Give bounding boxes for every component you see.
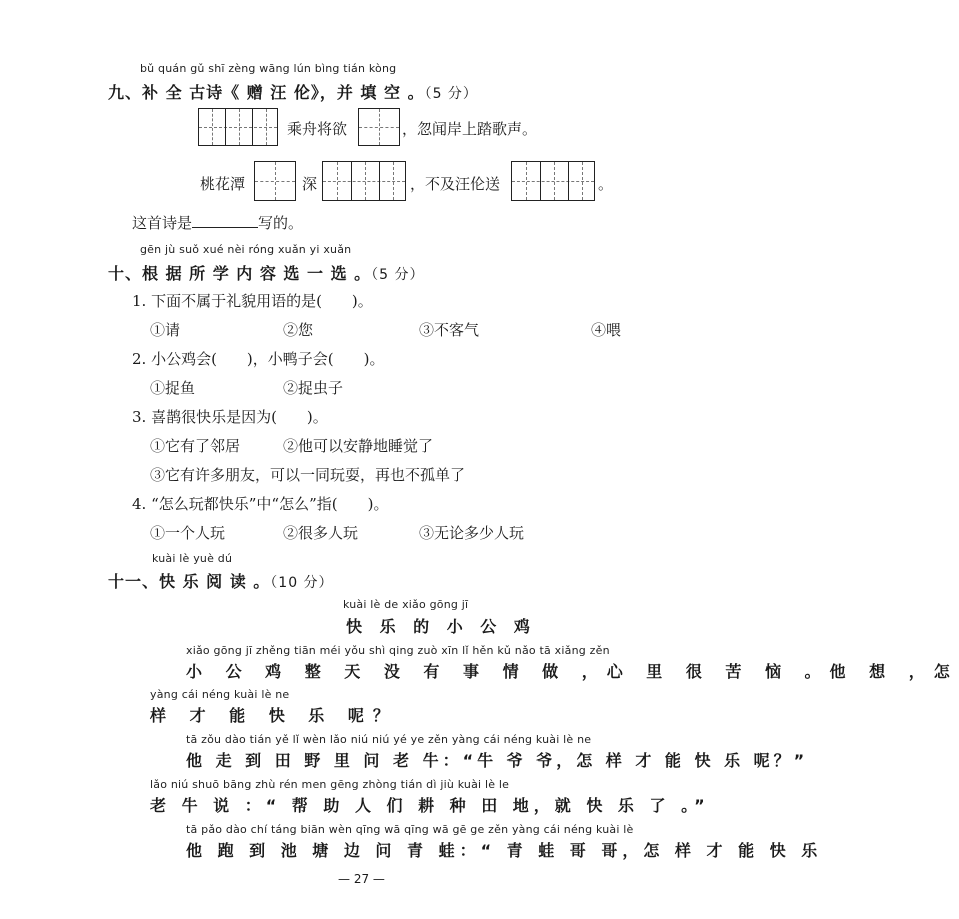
page-number: — 27 — bbox=[338, 872, 385, 886]
poem-line1-tail: ，忽闻岸上踏歌声。 bbox=[402, 120, 538, 138]
story-title: 快 乐 的 小 公 鸡 bbox=[346, 617, 536, 636]
question-3: 3. 喜鹊很快乐是因为( )。 bbox=[132, 408, 328, 426]
q1-option-2[interactable]: ②您 bbox=[283, 321, 314, 339]
section11-heading bbox=[108, 569, 334, 592]
section9-points: （5 分） bbox=[424, 86, 478, 102]
section11-title: 十一、快 乐 阅 读 。 bbox=[108, 572, 271, 591]
section10-title: 十、根 据 所 学 内 容 选 一 选 。 bbox=[108, 264, 372, 283]
answer-box-1-char[interactable] bbox=[358, 108, 400, 146]
q4-option-2[interactable]: ②很多人玩 bbox=[283, 524, 359, 542]
q3-option-1[interactable]: ①它有了邻居 bbox=[150, 437, 241, 455]
q3-option-3[interactable]: ③它有许多朋友，可以一同玩耍，再也不孤单了 bbox=[150, 466, 466, 484]
section10-pinyin: gēn jù suǒ xué nèi róng xuǎn yi xuǎn bbox=[140, 243, 352, 256]
section9-pinyin: bǔ quán gǔ shī zèng wāng lún bìng tián kòng bbox=[140, 62, 397, 75]
answer-box-3-chars[interactable] bbox=[322, 161, 406, 201]
question-4: 4. “怎么玩都快乐”中“怎么”指( )。 bbox=[132, 495, 389, 513]
q4-option-3[interactable]: ③无论多少人玩 bbox=[419, 524, 525, 542]
story-title-pinyin: kuài lè de xiǎo gōng jī bbox=[343, 598, 469, 611]
q3-option-2[interactable]: ②他可以安静地睡觉了 bbox=[283, 437, 434, 455]
story-line: 小 公 鸡 整 天 没 有 事 情 做 ，心 里 很 苦 恼 。他 想 ，怎 bbox=[186, 662, 959, 681]
story-line: 他 跑 到 池 塘 边 问 青 蛙：“ 青 蛙 哥 哥，怎 样 才 能 快 乐 bbox=[186, 841, 823, 860]
question-2: 2. 小公鸡会( )，小鸭子会( )。 bbox=[132, 350, 385, 368]
poem-line2-end: 。 bbox=[598, 175, 614, 193]
q1-option-4[interactable]: ④喂 bbox=[591, 321, 622, 339]
q1-option-1[interactable]: ①请 bbox=[150, 321, 181, 339]
story-line-pinyin: tā zǒu dào tián yě lǐ wèn lǎo niú niú yé ye zěn yàng cái néng kuài lè ne bbox=[186, 733, 592, 746]
q4-option-1[interactable]: ①一个人玩 bbox=[150, 524, 226, 542]
section10-points: （5 分） bbox=[371, 267, 425, 283]
story-line: 样 才 能 快 乐 呢？ bbox=[150, 706, 398, 725]
q1-option-3[interactable]: ③不客气 bbox=[419, 321, 480, 339]
story-line-pinyin: yàng cái néng kuài lè ne bbox=[150, 688, 290, 701]
section10-heading bbox=[108, 261, 425, 284]
poem-line1-text: 乘舟将欲 bbox=[287, 120, 348, 138]
story-line-pinyin: lǎo niú shuō bāng zhù rén men gēng zhòng tián dì jiù kuài lè le bbox=[150, 778, 510, 791]
poem-line2-head: 桃花潭 bbox=[200, 175, 246, 193]
section9-heading bbox=[108, 80, 478, 103]
story-line-pinyin: tā pǎo dào chí táng biān wèn qīng wā qīng wā gē ge zěn yàng cái néng kuài lè bbox=[186, 823, 634, 836]
q2-option-1[interactable]: ①捉鱼 bbox=[150, 379, 196, 397]
q2-option-2[interactable]: ②捉虫子 bbox=[283, 379, 344, 397]
story-line: 他 走 到 田 野 里 问 老 牛：“牛 爷 爷，怎 样 才 能 快 乐 呢？” bbox=[186, 751, 809, 770]
answer-box-3-chars[interactable] bbox=[198, 108, 278, 146]
answer-blank[interactable] bbox=[192, 213, 258, 228]
poem-line2-tail: ，不及汪伦送 bbox=[410, 175, 501, 193]
section11-pinyin: kuài lè yuè dú bbox=[152, 552, 233, 565]
story-line-pinyin: xiǎo gōng jī zhěng tiān méi yǒu shì qing zuò xīn lǐ hěn kǔ nǎo tā xiǎng zěn bbox=[186, 644, 610, 657]
section11-points: （10 分） bbox=[270, 575, 334, 591]
answer-box-1-char[interactable] bbox=[254, 161, 296, 201]
answer-box-3-chars[interactable] bbox=[511, 161, 595, 201]
story-line: 老 牛 说 ：“ 帮 助 人 们 耕 种 田 地，就 快 乐 了 。” bbox=[150, 796, 710, 815]
poem-line2-mid: 深 bbox=[302, 175, 318, 193]
section9-title: 九、补 全 古诗《 赠 汪 伦》，并 填 空 。 bbox=[108, 83, 425, 102]
question-1: 1. 下面不属于礼貌用语的是( )。 bbox=[132, 292, 373, 310]
section9-question: 这首诗是 写的。 bbox=[132, 214, 304, 232]
